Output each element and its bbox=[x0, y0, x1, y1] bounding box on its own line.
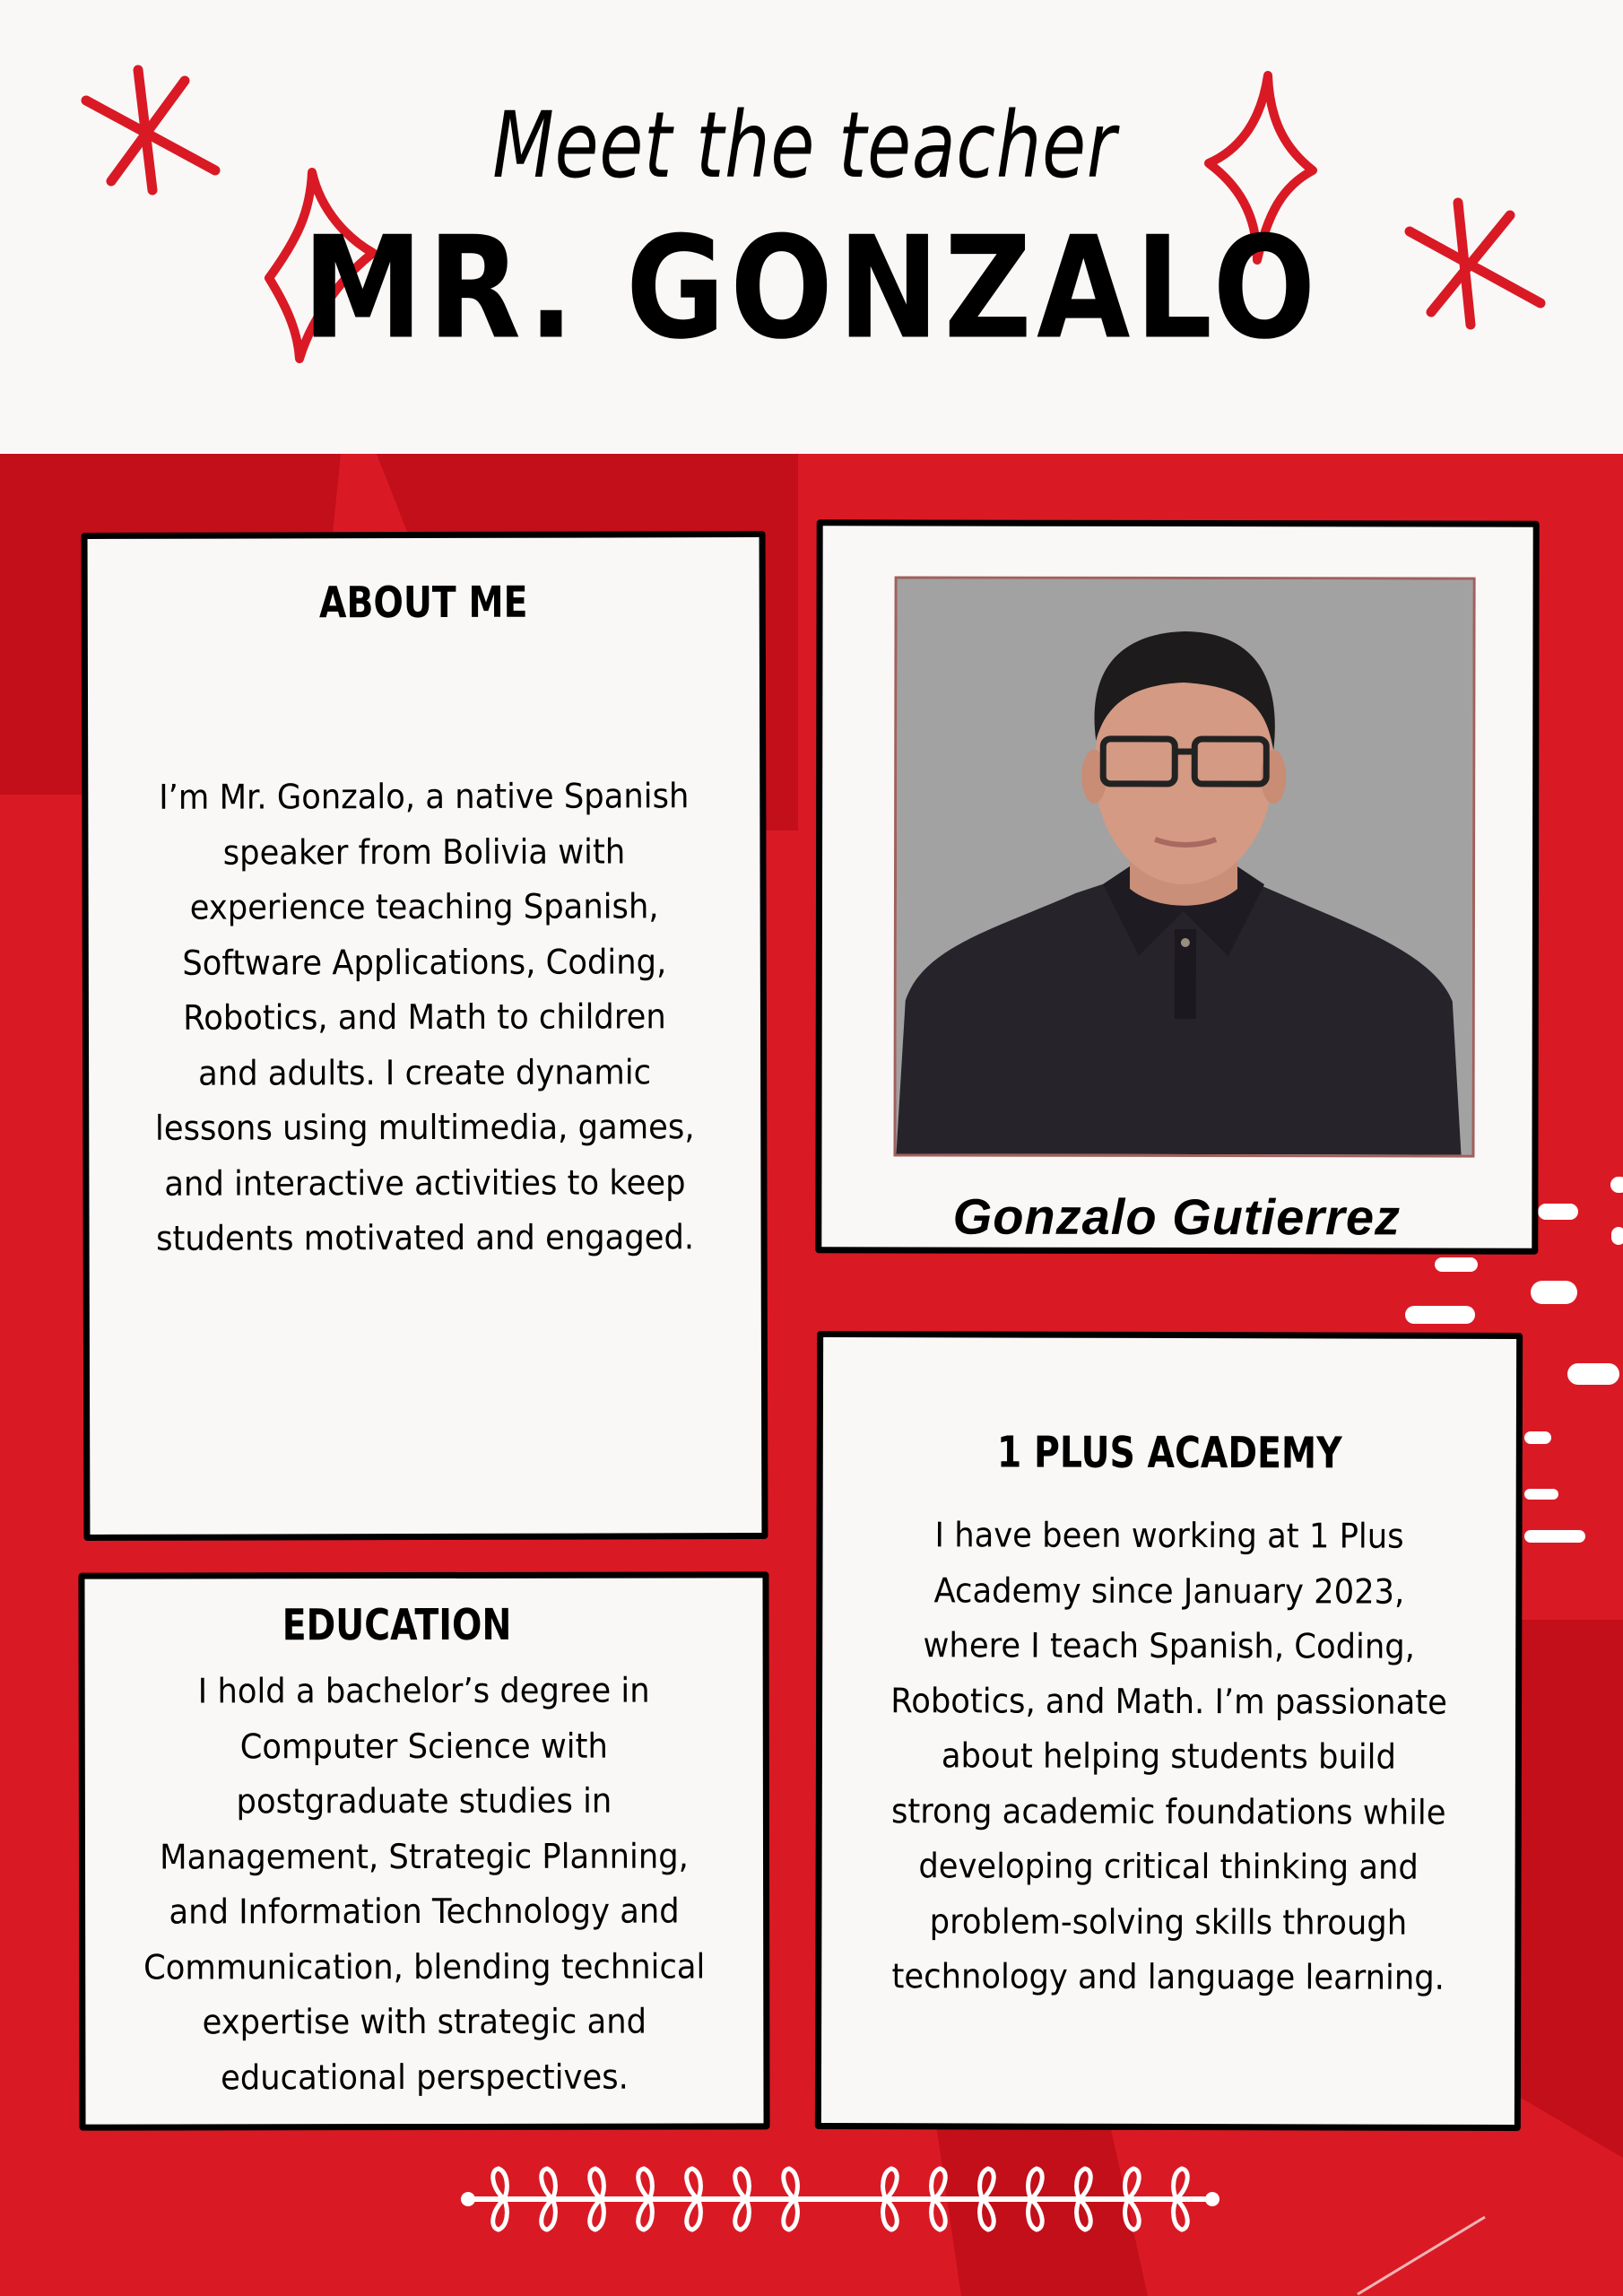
brush-dash bbox=[1524, 1489, 1558, 1500]
brush-dash bbox=[1611, 1227, 1623, 1245]
portrait-icon bbox=[896, 578, 1472, 1154]
text-line: and Information Technology and bbox=[169, 1891, 680, 1932]
text-line: strong academic foundations while bbox=[890, 1790, 1446, 1832]
text-line: Robotics, and Math. I’m passionate bbox=[890, 1680, 1447, 1722]
page-subtitle: Meet the teacher bbox=[492, 92, 1117, 199]
text-line: Academy since January 2023, bbox=[933, 1570, 1405, 1612]
corner-highlight-line bbox=[1354, 2215, 1488, 2296]
about-me-heading: ABOUT ME bbox=[318, 577, 528, 629]
brush-dash bbox=[1524, 1530, 1585, 1543]
text-line: postgraduate studies in bbox=[236, 1780, 612, 1822]
text-line: lessons using multimedia, games, bbox=[154, 1107, 695, 1148]
text-line: I hold a bachelor’s degree in bbox=[197, 1670, 650, 1711]
text-line: where I teach Spanish, Coding, bbox=[923, 1625, 1415, 1666]
education-text bbox=[108, 1663, 740, 2105]
academy-card bbox=[815, 1331, 1523, 2131]
text-line: expertise with strategic and bbox=[202, 2001, 647, 2042]
academy-text bbox=[846, 1508, 1491, 2005]
text-line: developing critical thinking and bbox=[918, 1846, 1419, 1887]
text-line: and adults. I create dynamic bbox=[198, 1051, 652, 1093]
education-card bbox=[78, 1571, 769, 2130]
text-line: students motivated and engaged. bbox=[155, 1217, 695, 1258]
text-line: speaker from Bolivia with bbox=[222, 831, 626, 873]
text-line: educational perspectives. bbox=[221, 2057, 629, 2097]
education-heading: EDUCATION bbox=[282, 1599, 512, 1651]
brush-dash bbox=[1610, 1177, 1623, 1193]
teacher-name-caption: Gonzalo Gutierrez bbox=[952, 1187, 1402, 1246]
academy-heading: 1 PLUS ACADEMY bbox=[996, 1427, 1342, 1479]
laurel-vine-divider-icon bbox=[459, 2161, 1221, 2237]
brush-dash bbox=[1524, 1431, 1551, 1444]
teacher-portrait-photo bbox=[893, 576, 1475, 1157]
brush-dash bbox=[1538, 1204, 1578, 1220]
about-me-card bbox=[82, 531, 768, 1541]
brush-dash bbox=[1531, 1281, 1577, 1304]
text-line: Management, Strategic Planning, bbox=[160, 1835, 689, 1877]
text-line: Computer Science with bbox=[239, 1726, 608, 1766]
profile-photo-card bbox=[815, 519, 1539, 1254]
page-title: MR. GONZALO bbox=[302, 206, 1321, 371]
text-line: problem-solving skills through bbox=[929, 1900, 1408, 1943]
text-line: about helping students build bbox=[941, 1735, 1397, 1777]
text-line: Communication, blending technical bbox=[143, 1945, 706, 1987]
brush-dash bbox=[1405, 1306, 1475, 1324]
text-line: and interactive activities to keep bbox=[164, 1161, 686, 1204]
brush-dash bbox=[1567, 1363, 1619, 1385]
text-line: I’m Mr. Gonzalo, a native Spanish bbox=[159, 776, 690, 817]
text-line: technology and language learning. bbox=[891, 1956, 1445, 1997]
about-me-text bbox=[111, 769, 737, 1266]
text-line: experience teaching Spanish, bbox=[189, 886, 659, 927]
text-line: I have been working at 1 Plus bbox=[934, 1515, 1404, 1556]
text-line: Software Applications, Coding, bbox=[182, 941, 667, 983]
header bbox=[0, 0, 1623, 454]
text-line: Robotics, and Math to children bbox=[183, 996, 666, 1038]
brush-dash bbox=[1435, 1257, 1478, 1272]
